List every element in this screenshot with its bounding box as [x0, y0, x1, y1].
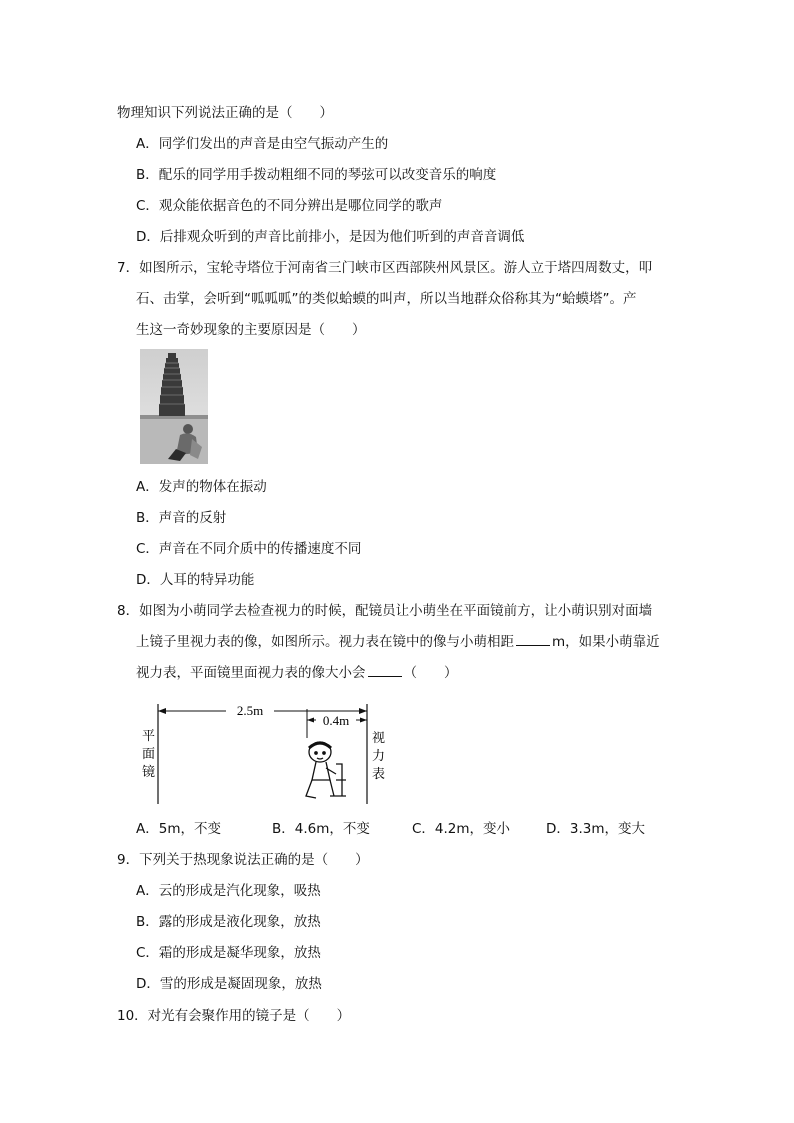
q8-stem-line1: 8．如图为小萌同学去检查视力的时候，配镜员让小萌坐在平面镜前方，让小萌识别对面墙	[117, 603, 653, 619]
q8-stem-line2	[136, 633, 660, 651]
q8-stem-line2-tail: m，如果小萌靠近	[552, 634, 660, 650]
q9-option-c: C．霜的形成是凝华现象，放热	[136, 945, 321, 961]
q7-stem-line1: 7．如图所示，宝轮寺塔位于河南省三门峡市区西部陕州风景区。游人立于塔四周数丈，叩	[117, 260, 653, 276]
pagoda-image	[140, 349, 208, 464]
q8-stem-line3	[136, 664, 458, 682]
pagoda-photo	[140, 349, 208, 464]
q7-option-a: A．发声的物体在振动	[136, 479, 267, 495]
q8-option-a: A．5m，不变	[136, 821, 221, 837]
q6-option-b: B．配乐的同学用手拨动粗细不同的琴弦可以改变音乐的响度	[136, 167, 497, 183]
q8-stem-line2-text: 上镜子里视力表的像，如图所示。视力表在镜中的像与小萌相距	[136, 634, 514, 650]
child-figure	[306, 742, 346, 798]
q7-stem-line2: 石、击掌，会听到“呱呱呱”的类似蛤蟆的叫声，所以当地群众俗称其为“蛤蟆塔”。产	[136, 291, 637, 307]
q9-stem: 9．下列关于热现象说法正确的是（ ）	[117, 852, 369, 868]
mirror-label-3: 镜	[142, 765, 156, 780]
q8-option-b: B．4.6m，不变	[272, 821, 370, 837]
chart-label-2: 力	[372, 749, 386, 764]
chart-label-1: 视	[372, 731, 386, 746]
q8-blank-size[interactable]	[368, 664, 402, 677]
q6-stem: 物理知识下列说法正确的是（ ）	[117, 105, 333, 121]
q8-option-c: C．4.2m，变小	[412, 821, 511, 837]
q8-stem-line3-paren: （ ）	[403, 665, 458, 681]
mirror-label-1: 平	[142, 729, 156, 744]
q8-blank-distance[interactable]	[516, 633, 550, 646]
q7-stem-line3: 生这一奇妙现象的主要原因是（ ）	[136, 322, 366, 338]
mirror-label-2: 面	[142, 747, 156, 762]
q7-option-d: D．人耳的特异功能	[136, 572, 255, 588]
vision-test-diagram	[140, 700, 400, 808]
q6-option-d: D．后排观众听到的声音比前排小，是因为他们听到的声音音调低	[136, 229, 525, 245]
q9-option-d: D．雪的形成是凝固现象，放热	[136, 976, 322, 992]
q6-option-a: A．同学们发出的声音是由空气振动产生的	[136, 136, 389, 152]
q9-option-b: B．露的形成是液化现象，放热	[136, 914, 321, 930]
q8-stem-line3-text: 视力表，平面镜里面视力表的像大小会	[136, 665, 366, 681]
distance-total-label: 2.5m	[236, 703, 264, 718]
q8-option-d: D．3.3m，变大	[546, 821, 646, 837]
q6-option-c: C．观众能依据音色的不同分辨出是哪位同学的歌声	[136, 198, 443, 214]
distance-small-label: 0.4m	[322, 713, 350, 728]
chart-label-3: 表	[372, 767, 386, 782]
q9-option-a: A．云的形成是汽化现象，吸热	[136, 883, 321, 899]
vision-test-figure	[140, 700, 400, 808]
q10-stem: 10．对光有会聚作用的镜子是（ ）	[117, 1008, 351, 1024]
q7-option-c: C．声音在不同介质中的传播速度不同	[136, 541, 362, 557]
q7-option-b: B．声音的反射	[136, 510, 227, 526]
